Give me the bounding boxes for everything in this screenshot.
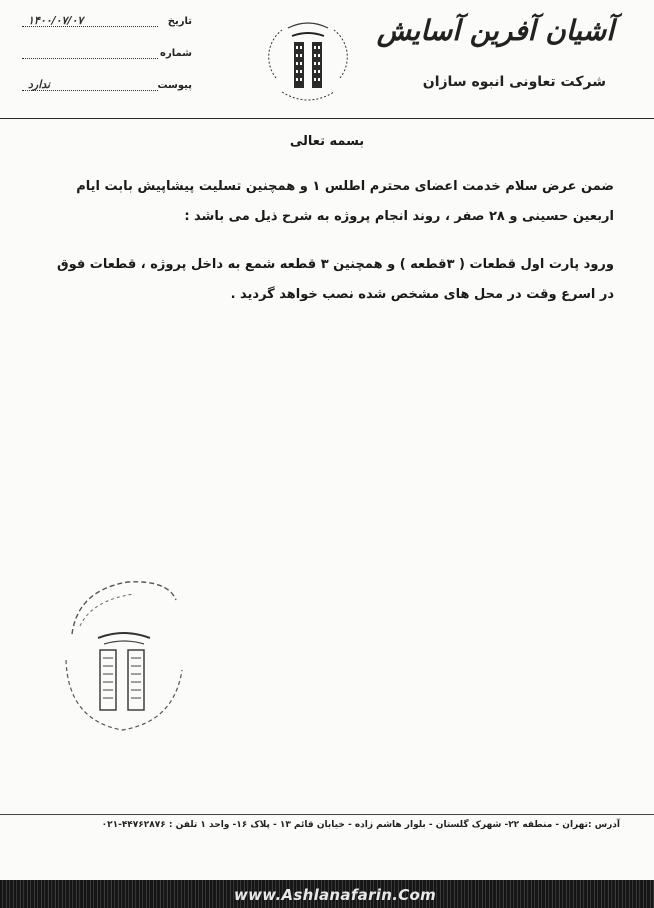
company-subtitle: شرکت تعاونی انبوه سازان [422,74,606,90]
number-field [22,46,192,66]
date-value: ۱۴۰۰/۰۷/۰۷ [28,14,84,27]
footer-divider [0,814,654,815]
paragraph-2: ورود پارت اول قطعات ( ۳قطعه ) و همچنین ۳ قطعه شمع به داخل پروژه ، قطعات فوق در اسرع وقت در محل های مشخص شده نصب خواهد گردید . [56,257,614,302]
header-divider [0,118,654,119]
date-label: تاریخ [167,16,192,27]
number-label: شماره [160,48,192,59]
company-name: آشیان آفرین آسایش [376,14,614,47]
attachment-label: پیوست [157,80,192,91]
salutation: بسمه تعالی [289,134,365,149]
footer-address: آدرس :تهران - منطقه ۲۲- شهرک گلستان - بلوار هاشم زاده - خیابان قائم ۱۳ - پلاک ۱۶- واحد ۱ تلفن : ۴۴۷۶۲۸۷۶-۰۲۱ [101,820,620,830]
date-field [22,14,192,34]
company-stamp-icon [58,570,186,738]
attachment-value: ندارد [28,78,51,91]
website-band [0,880,654,908]
company-logo-icon [262,8,354,112]
attachment-field [22,78,192,98]
paragraph-1: ضمن عرض سلام خدمت اعضای محترم اطلس ۱ و همچنین تسلیت پیشاپیش بابت ایام اربعین حسینی و ۲۸ صفر ، روند انجام پروژه به شرح ذیل می باشد : [76,179,614,224]
website-url: www.Ashlanafarin.Com [233,886,437,904]
